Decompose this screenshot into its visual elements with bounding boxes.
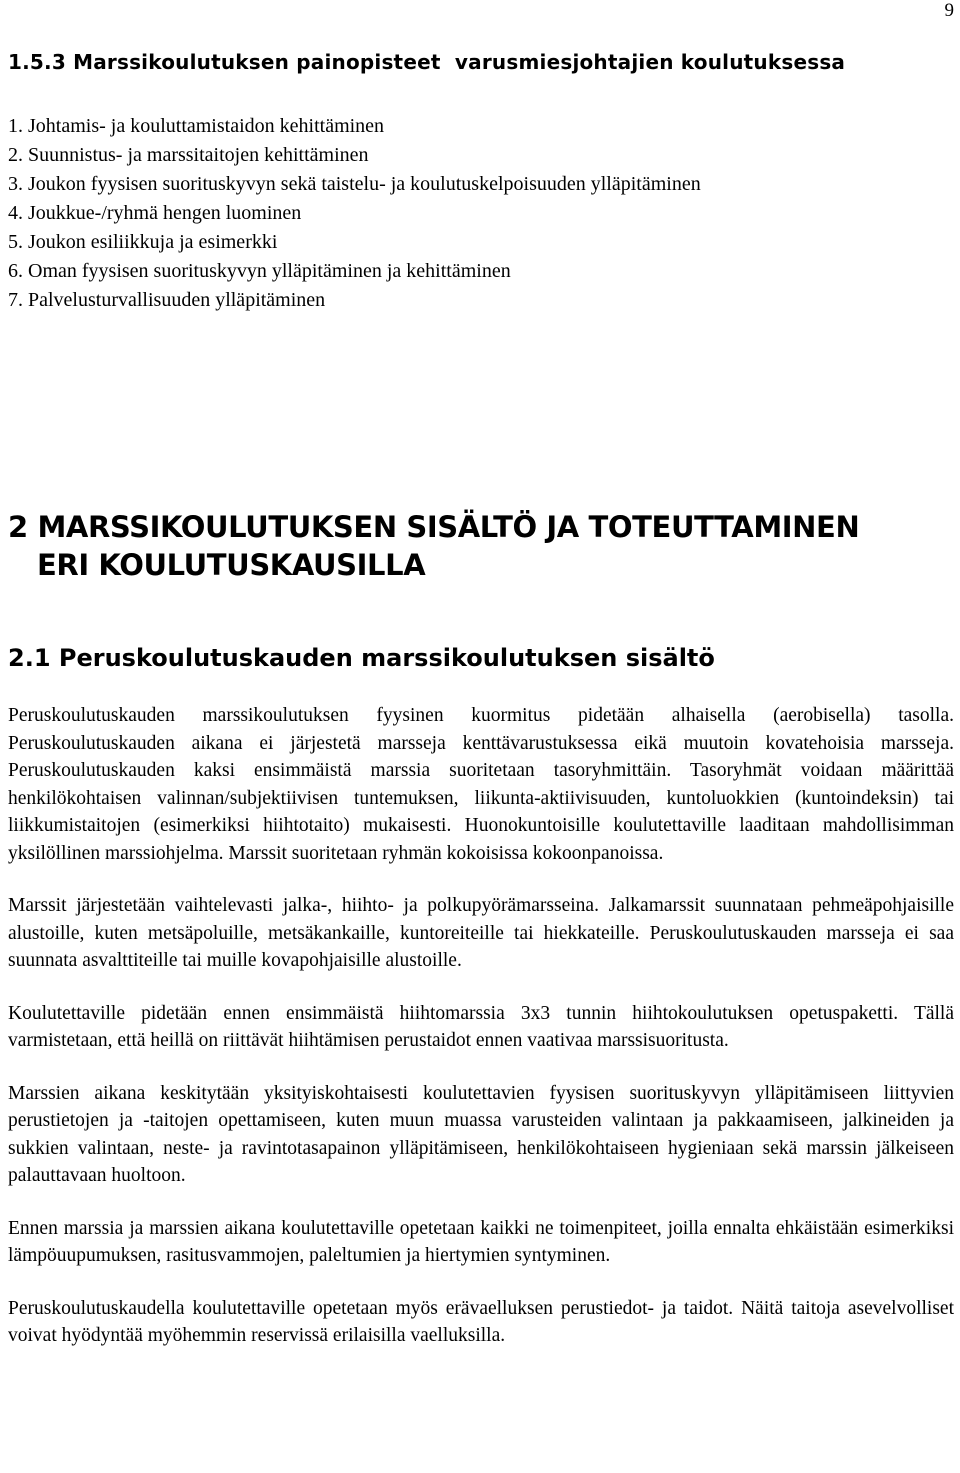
chapter-2-heading — [8, 508, 859, 584]
chapter-2-heading-line-2: ERI KOULUTUSKAUSILLA — [37, 548, 426, 582]
chapter-2-heading-line-1: 2 MARSSIKOULUTUKSEN SISÄLTÖ JA TOTEUTTAMINEN — [8, 510, 860, 544]
section-2-1-heading: 2.1 Peruskoulutuskauden marssikoulutuksen sisältö — [8, 644, 715, 672]
paragraph: Peruskoulutuskauden marssikoulutuksen fyysinen kuormitus pidetään alhaisella (aerobisella) tasolla. Peruskoulutuskauden aikana ei järjestetä marsseja kenttävarustuksessa eikä muutoin kovatehoisia marsseja. Peruskoulutuskauden kaksi ensimmäistä marssia suoritetaan tasoryhmittäin. Tasoryhmät voidaan määrittää henkilökohtaisen valinnan/subjektiivisen tuntemuksen, liikunta-aktiivisuuden, kuntoluokkien (kuntoindeksin) tai liikkumistaitojen (esimerkiksi hiihtotaito) mukaisesti. Huonokuntoisille koulutettaville laaditaan mahdollisimman yksilöllinen marssiohjelma. Marssit suoritetaan ryhmän kokoisissa kokoonpanoissa. — [8, 705, 954, 864]
list-item: 1. Johtamis- ja kouluttamistaidon kehittäminen — [8, 115, 385, 137]
list-item: 6. Oman fyysisen suorituskyvyn ylläpitäminen ja kehittäminen — [8, 260, 511, 282]
list-item: 3. Joukon fyysisen suorituskyvyn sekä taistelu- ja koulutuskelpoisuuden ylläpitäminen — [8, 173, 701, 195]
objectives-list — [8, 112, 701, 315]
list-item: 7. Palvelusturvallisuuden ylläpitäminen — [8, 289, 326, 311]
paragraph: Marssien aikana keskitytään yksityiskohtaisesti koulutettavien fyysisen suorituskyvyn ylläpitämiseen liittyvien perustietojen ja -taitojen opettamiseen, kuten muun muassa varusteiden valintaan ja pakkaamiseen, jalkineiden ja sukkien valintaan, neste- ja ravintotasapainon ylläpitämiseen, henkilökohtaiseen hygieniaan sekä marssin jälkeiseen palauttavaan huoltoon. — [8, 1082, 954, 1186]
list-item: 4. Joukkue-/ryhmä hengen luominen — [8, 202, 302, 224]
page-number: 9 — [944, 0, 954, 21]
section-2-1-body — [8, 702, 954, 1375]
paragraph: Ennen marssia ja marssien aikana koulutettaville opetetaan kaikki ne toimenpiteet, joilla ennalta ehkäistään esimerkiksi lämpöuupumuksen, rasitusvammojen, paleltumien ja hiertymien syntyminen. — [8, 1217, 954, 1266]
paragraph: Koulutettaville pidetään ennen ensimmäistä hiihtomarssia 3x3 tunnin hiihtokoulutuksen opetuspaketti. Tällä varmistetaan, että heillä on riittävät hiihtämisen perustaidot ennen vaativaa marssisuoritusta. — [8, 1002, 954, 1051]
list-item: 5. Joukon esiliikkuja ja esimerkki — [8, 231, 278, 253]
paragraph: Peruskoulutuskaudella koulutettaville opetetaan myös erävaelluksen perustiedot- ja taidot. Näitä taitoja asevelvolliset voivat hyödyntää myöhemmin reservissä erilaisilla vaelluksilla. — [8, 1297, 954, 1346]
list-item: 2. Suunnistus- ja marssitaitojen kehittäminen — [8, 144, 369, 166]
section-1-5-3-heading: 1.5.3 Marssikoulutuksen painopisteet varusmiesjohtajien koulutuksessa — [8, 50, 846, 74]
paragraph: Marssit järjestetään vaihtelevasti jalka-, hiihto- ja polkupyörämarsseina. Jalkamarssit suunnataan pehmeäpohjaisille alustoille, kuten metsäpoluille, metsäkankaille, kuntoreiteille tai hiekkateille. Peruskoulutuskauden marsseja ei saa suunnata asvalttiteille tai muille kovapohjaisille alustoille. — [8, 895, 954, 971]
